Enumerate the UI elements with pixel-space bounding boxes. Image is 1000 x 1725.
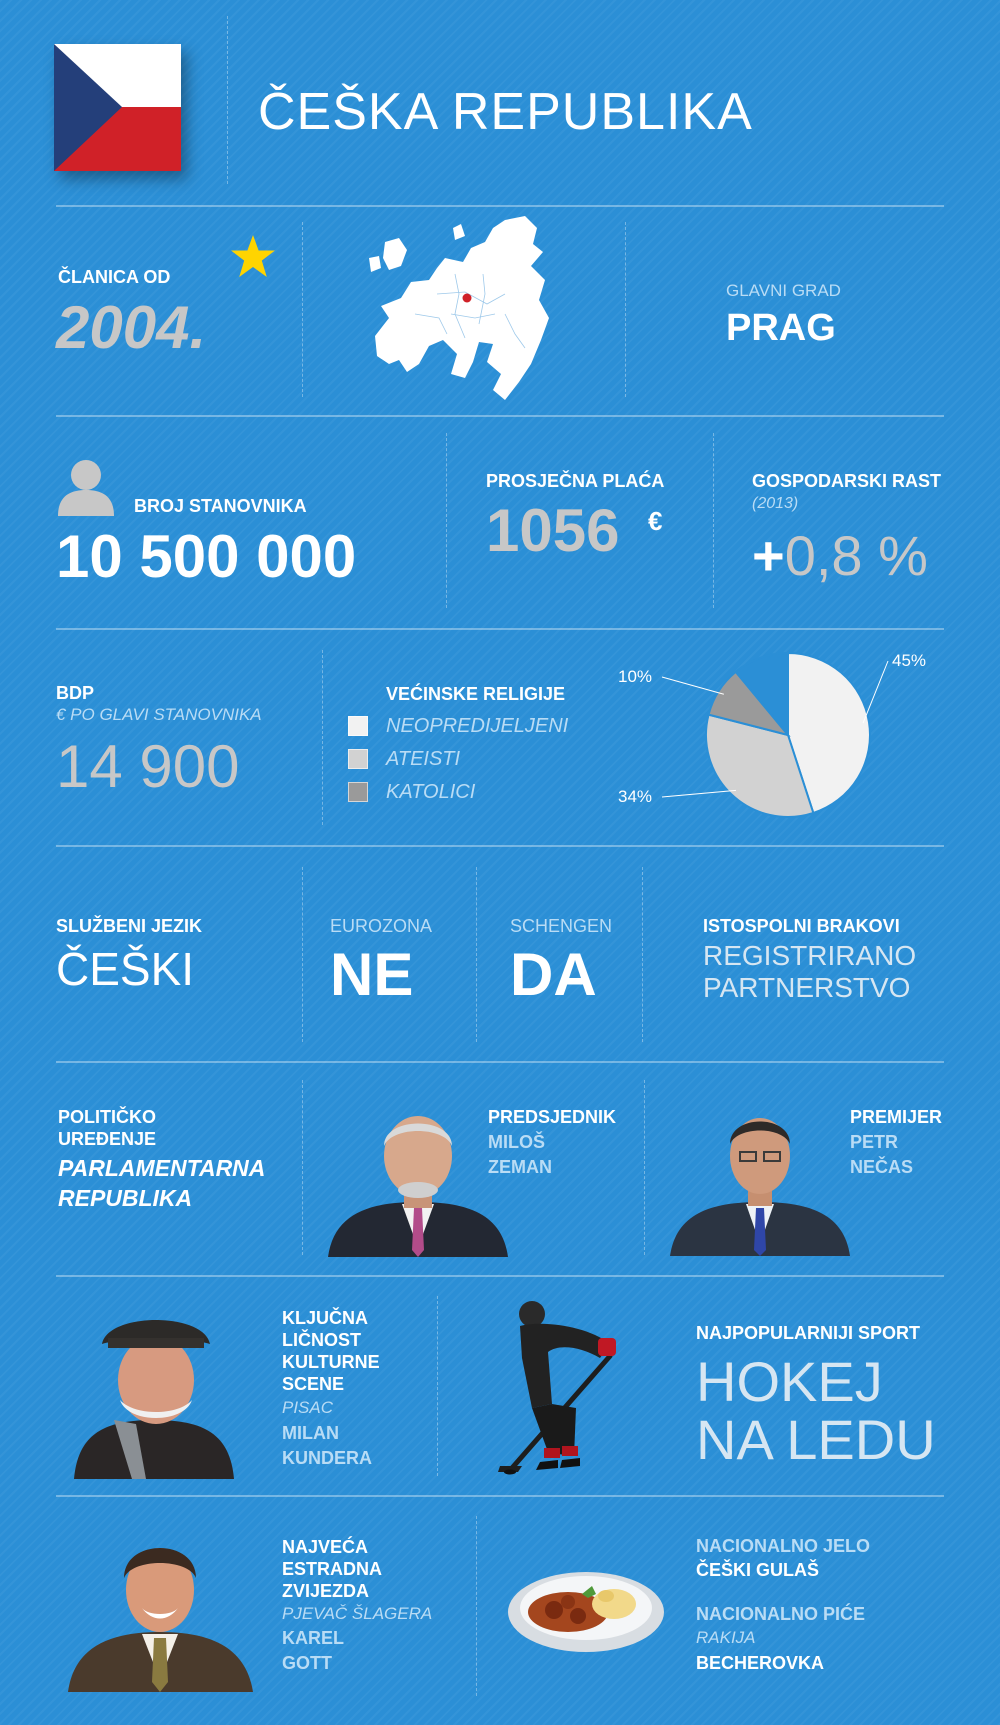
population-value: 10 500 000 bbox=[56, 523, 357, 590]
president-role: PREDSJEDNIK bbox=[488, 1107, 617, 1127]
culture-label-3: KULTURNE bbox=[282, 1352, 380, 1372]
legend-label-ateisti: ATEISTI bbox=[386, 748, 461, 770]
eurozone-label: EUROZONA bbox=[330, 916, 433, 936]
sport-value-line2: NA LEDU bbox=[696, 1408, 936, 1471]
food-label: NACIONALNO JELO bbox=[696, 1536, 871, 1556]
divider bbox=[625, 222, 626, 397]
gott-photo bbox=[68, 1532, 253, 1697]
divider bbox=[476, 867, 477, 1042]
president-first-name: MILOŠ bbox=[488, 1132, 545, 1152]
gdp-sublabel: € PO GLAVI STANOVNIKA bbox=[56, 705, 262, 724]
salary-unit: € bbox=[648, 506, 663, 536]
divider bbox=[302, 222, 303, 397]
culture-first-name: MILAN bbox=[282, 1423, 339, 1443]
pie-leader-line bbox=[662, 790, 736, 797]
divider bbox=[437, 1296, 438, 1476]
membership-label: ČLANICA OD bbox=[58, 267, 171, 287]
pie-data-label: 34% bbox=[618, 787, 653, 806]
legend-label-neopredijeljeni: NEOPREDIJELJENI bbox=[386, 715, 569, 737]
samesex-value-line2: PARTNERSTVO bbox=[703, 972, 911, 1003]
culture-label-4: SCENE bbox=[282, 1374, 345, 1394]
star-label-2: ESTRADNA bbox=[282, 1559, 383, 1579]
divider bbox=[644, 1080, 645, 1255]
eurozone-value: NE bbox=[330, 941, 414, 1008]
politics-label-line2: UREĐENJE bbox=[58, 1129, 157, 1149]
legend-swatch-neopredijeljeni bbox=[348, 716, 368, 736]
europe-map-icon bbox=[355, 214, 575, 419]
growth-value bbox=[752, 522, 928, 590]
pie-leader-line bbox=[863, 661, 888, 723]
legend-swatch-ateisti bbox=[348, 749, 368, 769]
drink-label: NACIONALNO PIĆE bbox=[696, 1604, 866, 1624]
divider bbox=[56, 415, 944, 417]
growth-year: (2013) bbox=[752, 495, 799, 512]
language-label: SLUŽBENI JEZIK bbox=[56, 916, 203, 936]
culture-label-2: LIČNOST bbox=[282, 1330, 361, 1350]
divider bbox=[56, 205, 944, 207]
growth-sign: + bbox=[752, 524, 785, 587]
gdp-label: BDP bbox=[56, 683, 95, 703]
pie-data-label: 45% bbox=[892, 651, 927, 670]
growth-label: GOSPODARSKI RAST bbox=[752, 471, 942, 491]
eu-star-icon bbox=[229, 233, 277, 284]
legend-label-katolici: KATOLICI bbox=[386, 781, 476, 803]
czech-flag bbox=[54, 44, 181, 171]
politics-value-line1: PARLAMENTARNA bbox=[58, 1155, 266, 1181]
schengen-value: DA bbox=[510, 941, 597, 1008]
person-icon bbox=[56, 458, 116, 521]
capital-label: GLAVNI GRAD bbox=[726, 281, 841, 300]
divider bbox=[227, 16, 228, 184]
divider bbox=[642, 867, 643, 1042]
divider bbox=[56, 1061, 944, 1063]
star-last-name: GOTT bbox=[282, 1653, 332, 1673]
prague-marker bbox=[463, 294, 472, 303]
drink-type: RAKIJA bbox=[696, 1628, 756, 1647]
capital-value: PRAG bbox=[726, 307, 836, 349]
divider bbox=[56, 1275, 944, 1277]
star-occupation: PJEVAČ ŠLAGERA bbox=[282, 1604, 433, 1623]
divider bbox=[56, 845, 944, 847]
star-label-3: ZVIJEZDA bbox=[282, 1581, 370, 1601]
samesex-value-line1: REGISTRIRANO bbox=[703, 940, 917, 971]
schengen-label: SCHENGEN bbox=[510, 916, 613, 936]
premier-first-name: PETR bbox=[850, 1132, 899, 1152]
star-first-name: KAREL bbox=[282, 1628, 344, 1648]
samesex-label: ISTOSPOLNI BRAKOVI bbox=[703, 916, 900, 936]
culture-occupation: PISAC bbox=[282, 1398, 334, 1417]
religion-pie-chart bbox=[610, 640, 950, 830]
sport-value-line1: HOKEJ bbox=[696, 1350, 883, 1413]
premier-photo bbox=[670, 1104, 850, 1261]
pie-data-label: 10% bbox=[618, 667, 653, 686]
politics-value-line2: REPUBLIKA bbox=[58, 1185, 193, 1211]
sport-label: NAJPOPULARNIJI SPORT bbox=[696, 1323, 921, 1343]
religion-title: VEĆINSKE RELIGIJE bbox=[386, 684, 566, 704]
goulash-plate-image bbox=[506, 1558, 666, 1661]
salary-label: PROSJEČNA PLAĆA bbox=[486, 471, 665, 491]
divider bbox=[322, 650, 323, 825]
food-value: ČEŠKI GULAŠ bbox=[696, 1560, 820, 1580]
divider bbox=[476, 1516, 477, 1696]
salary-value: 1056 bbox=[486, 497, 620, 564]
politics-label-line1: POLITIČKO bbox=[58, 1107, 156, 1127]
star-label-1: NAJVEĆA bbox=[282, 1537, 369, 1557]
pie-leader-line bbox=[662, 677, 724, 694]
population-label: BROJ STANOVNIKA bbox=[134, 496, 307, 516]
gdp-value: 14 900 bbox=[56, 733, 240, 800]
hockey-player-image bbox=[492, 1296, 662, 1481]
culture-label-1: KLJUČNA bbox=[282, 1308, 369, 1328]
culture-last-name: KUNDERA bbox=[282, 1448, 372, 1468]
premier-last-name: NEČAS bbox=[850, 1157, 914, 1177]
legend-swatch-katolici bbox=[348, 782, 368, 802]
divider bbox=[56, 1495, 944, 1497]
membership-year: 2004. bbox=[56, 294, 207, 361]
divider bbox=[446, 433, 447, 608]
premier-role: PREMIJER bbox=[850, 1107, 943, 1127]
divider bbox=[56, 628, 944, 630]
divider bbox=[302, 1080, 303, 1255]
divider bbox=[713, 433, 714, 608]
language-value: ČEŠKI bbox=[56, 943, 195, 995]
drink-value: BECHEROVKA bbox=[696, 1653, 825, 1673]
page-title: ČEŠKA REPUBLIKA bbox=[258, 83, 753, 141]
kundera-photo bbox=[74, 1304, 234, 1484]
president-last-name: ZEMAN bbox=[488, 1157, 552, 1177]
divider bbox=[302, 867, 303, 1042]
president-photo bbox=[328, 1102, 508, 1262]
growth-number: 0,8 % bbox=[784, 524, 928, 587]
